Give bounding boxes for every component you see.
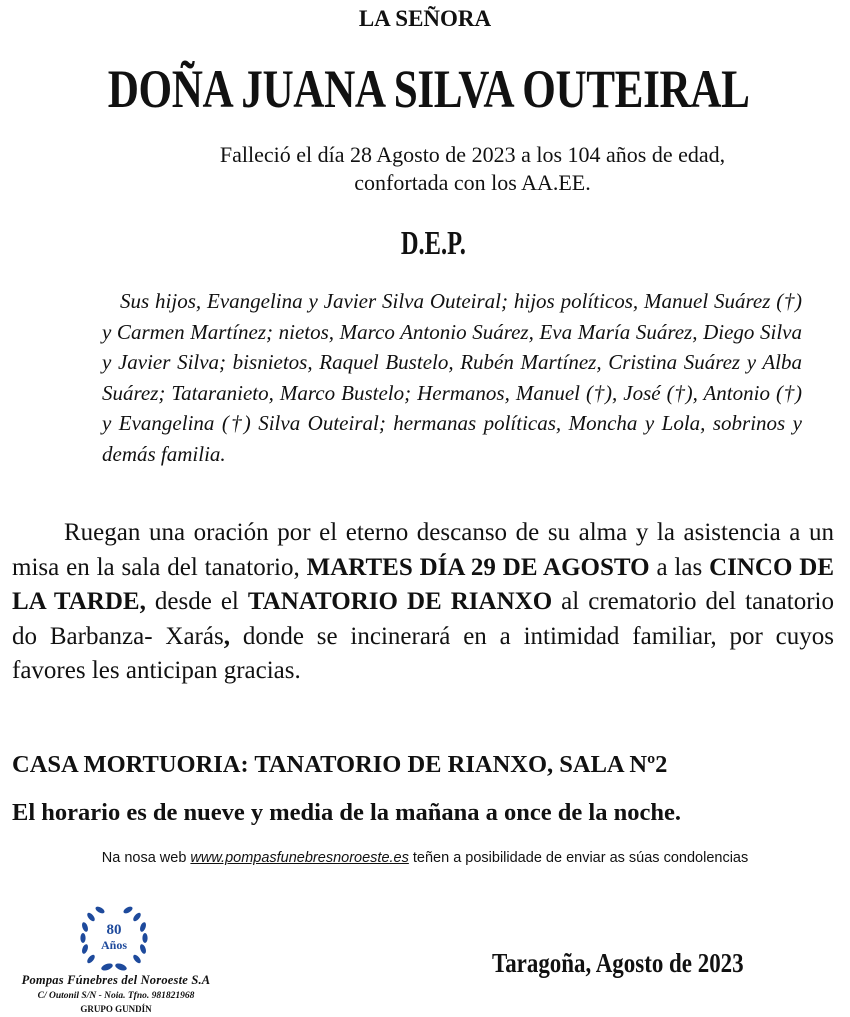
logo-company-name: Pompas Fúnebres del Noroeste S.A	[21, 973, 211, 987]
website-link[interactable]: www.pompasfunebresnoroeste.es	[190, 850, 409, 866]
laurel-wreath-icon	[77, 901, 151, 975]
heading-la-senora: LA SEÑORA	[358, 6, 492, 31]
logo-badge-number: 80	[106, 922, 122, 938]
company-logo	[0, 893, 240, 1017]
place-date: Taragoña, Agosto de 2023	[492, 948, 744, 978]
request-comma: ,	[223, 622, 230, 650]
opening-hours: El horario es de nueve y media de la mañana a once de la noche.	[12, 799, 681, 826]
request-text: Ruegan una oración por el eterno descanso de su alma y la asistencia a un misa en la sala del tanatorio,	[12, 519, 834, 581]
request-text: al crematorio del tanatorio do Barbanza- Xarás	[12, 588, 834, 650]
logo-group: GRUPO GUNDÍN	[80, 1004, 152, 1014]
death-info-line-1: Falleció el día 28 Agosto de 2023 a los 104 años de edad,	[219, 142, 726, 167]
web-text-after: teñen a posibilidade de enviar as súas condolencias	[408, 850, 749, 866]
casa-mortuoria: CASA MORTUORIA: TANATORIO DE RIANXO, SALA Nº2	[12, 751, 668, 778]
request-date: MARTES DÍA 29 DE AGOSTO	[306, 553, 650, 581]
request-text: desde el	[145, 588, 248, 615]
web-condolences-line	[0, 850, 850, 866]
request-text: a las	[649, 553, 710, 581]
deceased-name: DOÑA JUANA SILVA OUTEIRAL	[107, 59, 750, 119]
request-text: donde se incinerará en a intimidad familiar, por cuyos favores les anticipan gracias.	[12, 622, 834, 684]
dep-heading: D.E.P.	[400, 225, 466, 262]
request-paragraph	[12, 516, 834, 689]
logo-badge-word: Años	[100, 938, 128, 952]
logo-address: C/ Outonil S/N - Noia. Tfno. 981821968	[37, 991, 195, 1001]
request-tanatorio: TANATORIO DE RIANXO	[247, 588, 553, 615]
request-time: CINCO DE LA TARDE,	[12, 553, 835, 615]
family-paragraph: Sus hijos, Evangelina y Javier Silva Outeiral; hijos políticos, Manuel Suárez (†) y Carmen Martínez; nietos, Marco Antonio Suárez, Eva María Suárez, Diego Silva y Javier Silva; bisnietos, Raquel Bustelo, Rubén Martínez, Cristina Suárez y Alba Suárez; Tataranieto, Marco Bustelo; Hermanos, Manuel (†), José (†), Antonio (†) y Evangelina (†) Silva Outeiral; hermanas políticas, Moncha y Lola, sobrinos y demás familia.	[102, 289, 802, 466]
death-info-line-2: confortada con los AA.EE.	[354, 170, 591, 195]
web-text-before: Na nosa web	[101, 850, 191, 866]
